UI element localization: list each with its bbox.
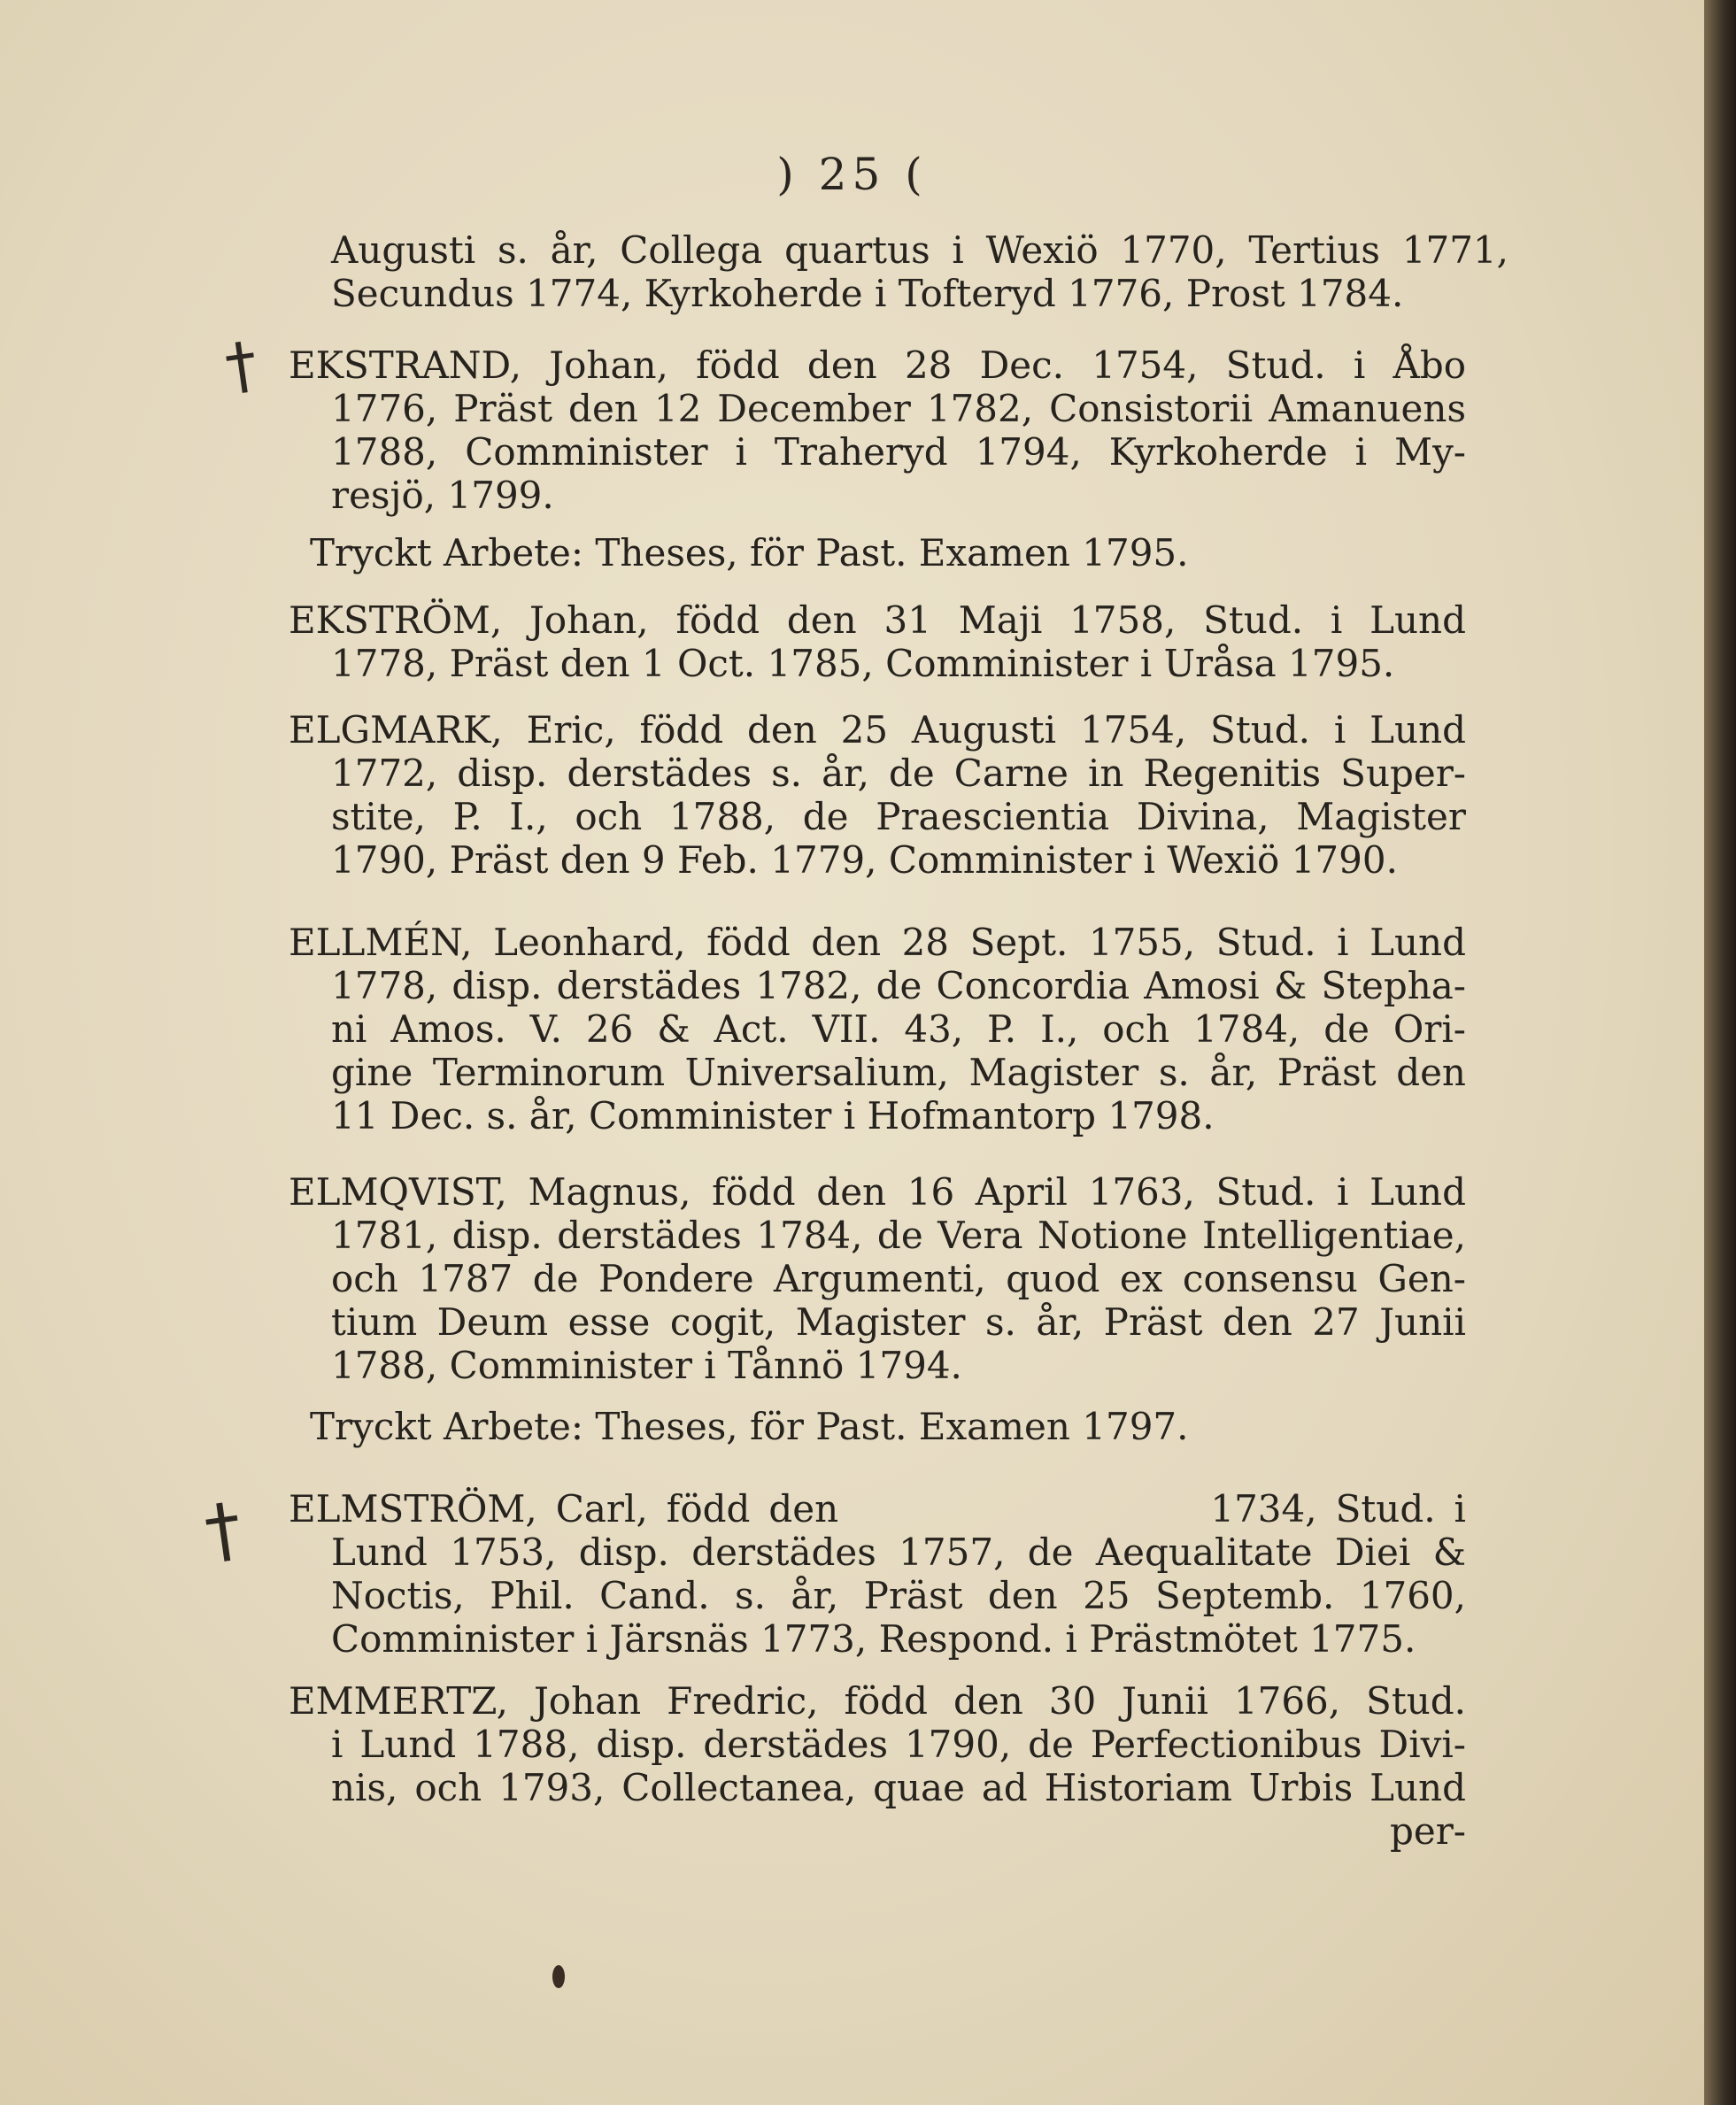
entry-line: Comminister i Järsnäs 1773, Respond. i Prästmötet 1775.	[331, 1617, 1416, 1661]
entry-line: Noctis, Phil. Cand. s. år, Präst den 25 Septemb. 1760,	[331, 1574, 1466, 1617]
margin-cross-mark-2: †	[199, 1486, 247, 1574]
entry-line: EKSTRÖM, Johan, född den 31 Maji 1758, Stud. i Lund	[289, 598, 1466, 642]
entry-line: Tryckt Arbete: Theses, för Past. Examen 1797.	[310, 1405, 1189, 1448]
entry-line: Tryckt Arbete: Theses, för Past. Examen 1795.	[310, 531, 1189, 574]
entry-line: i Lund 1788, disp. derstädes 1790, de Perfectionibus Divi-	[331, 1723, 1466, 1766]
entry-continuation	[289, 228, 1508, 315]
entry-line: resjö, 1799.	[331, 474, 554, 517]
entry-ekstrand	[289, 343, 1466, 517]
entry-line: Lund 1753, disp. derstädes 1757, de Aequalitate Diei &	[331, 1531, 1466, 1574]
entry-line: ELMQVIST, Magnus, född den 16 April 1763, Stud. i Lund	[289, 1170, 1466, 1214]
entry-line: 1788, Comminister i Traheryd 1794, Kyrkoherde i My-	[331, 430, 1466, 474]
entry-line: Secundus 1774, Kyrkoherde i Tofteryd 1776, Prost 1784.	[331, 272, 1404, 315]
catchword: per-	[1389, 1809, 1466, 1853]
entry-line: nis, och 1793, Collectanea, quae ad Historiam Urbis Lund	[331, 1766, 1466, 1809]
entry-line: ELGMARK, Eric, född den 25 Augusti 1754, Stud. i Lund	[289, 708, 1466, 752]
entry-line: tium Deum esse cogit, Magister s. år, Präst den 27 Junii	[331, 1300, 1466, 1344]
entry-line: Augusti s. år, Collega quartus i Wexiö 1770, Tertius 1771,	[331, 228, 1508, 272]
entry-line: 1790, Präst den 9 Feb. 1779, Comminister i Wexiö 1790.	[331, 838, 1398, 882]
entry-line: EMMERTZ, Johan Fredric, född den 30 Junii 1766, Stud.	[289, 1679, 1466, 1723]
entry-elgmark	[289, 708, 1466, 882]
entry-line: EKSTRAND, Johan, född den 28 Dec. 1754, Stud. i Åbo	[289, 343, 1466, 387]
entry-elmstrom	[289, 1487, 1466, 1661]
margin-cross-mark-1: †	[220, 327, 262, 405]
entry-line: gine Terminorum Universalium, Magister s. år, Präst den	[331, 1051, 1466, 1094]
printed-work-note	[289, 1405, 1487, 1448]
entry-line: och 1787 de Pondere Argumenti, quod ex consensu Gen-	[331, 1257, 1466, 1300]
entry-line: 11 Dec. s. år, Comminister i Hofmantorp 1798.	[331, 1094, 1215, 1137]
page-edge-shadow	[1704, 0, 1736, 2105]
entry-line: 1772, disp. derstädes s. år, de Carne in Regenitis Super-	[331, 752, 1466, 795]
ink-smudge	[552, 1965, 565, 1988]
entry-ellmen	[289, 921, 1466, 1137]
entry-line: 1788, Comminister i Tånnö 1794.	[331, 1344, 962, 1387]
page-header: ) 25 (	[776, 149, 928, 200]
entry-elmqvist	[289, 1170, 1466, 1387]
entry-line: stite, P. I., och 1788, de Praescientia Divina, Magister	[331, 795, 1466, 838]
entry-line: 1778, Präst den 1 Oct. 1785, Comminister i Uråsa 1795.	[331, 642, 1395, 685]
entry-line: 1776, Präst den 12 December 1782, Consistorii Amanuens	[331, 387, 1466, 430]
printed-work-note	[289, 531, 1487, 574]
entry-ekstrom	[289, 598, 1466, 685]
entry-line: 1781, disp. derstädes 1784, de Vera Notione Intelligentiae,	[331, 1214, 1466, 1257]
entry-line: ni Amos. V. 26 & Act. VII. 43, P. I., och 1784, de Ori-	[331, 1007, 1466, 1051]
entry-line: ELLMÉN, Leonhard, född den 28 Sept. 1755, Stud. i Lund	[289, 921, 1466, 964]
entry-line: ELMSTRÖM, Carl, född den 1734, Stud. i	[289, 1487, 1466, 1531]
entry-emmertz	[289, 1679, 1466, 1853]
entry-line: 1778, disp. derstädes 1782, de Concordia Amosi & Stepha-	[331, 964, 1466, 1007]
